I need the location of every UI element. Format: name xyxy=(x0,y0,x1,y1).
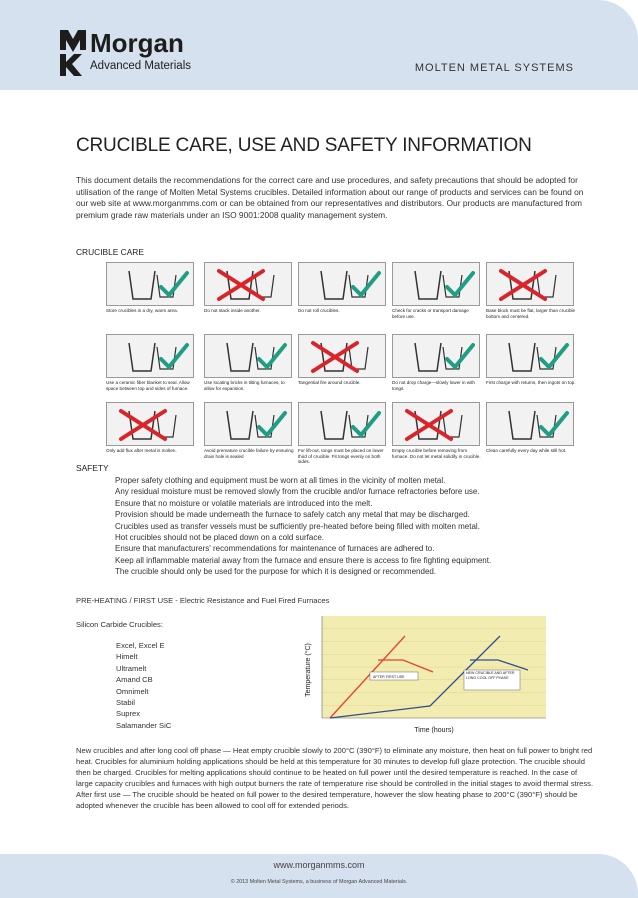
care-item xyxy=(298,262,388,314)
crucible-icon xyxy=(487,263,573,305)
care-illustration xyxy=(486,402,574,446)
care-illustration xyxy=(204,402,292,446)
care-item xyxy=(486,262,576,319)
crucible-icon xyxy=(205,263,291,305)
preheat-heading-line xyxy=(76,596,329,605)
care-caption: Avoid premature crucible failure by ensuring drain hole is sealed xyxy=(204,448,294,459)
care-illustration xyxy=(298,334,386,378)
care-illustration xyxy=(486,334,574,378)
care-illustration xyxy=(298,402,386,446)
care-item xyxy=(204,402,294,459)
copyright: © 2013 Molten Metal Systems, a business of Morgan Advanced Materials. xyxy=(230,879,408,885)
care-caption: Only add flux after metal is molten. xyxy=(106,448,177,453)
care-illustration xyxy=(106,262,194,306)
care-item xyxy=(486,334,576,386)
care-caption: Do not drop charge—slowly lower in with tongs. xyxy=(392,380,475,391)
care-item xyxy=(106,334,196,391)
crucible-icon xyxy=(487,335,573,377)
care-illustration xyxy=(204,262,292,306)
crucible-name: Stabil xyxy=(116,698,135,708)
crucible-name: Suprex xyxy=(116,709,141,719)
crucible-icon xyxy=(299,263,385,305)
care-item xyxy=(392,262,482,319)
care-item xyxy=(392,402,482,459)
care-caption: Store crucibles in a dry, warm area. xyxy=(106,308,178,313)
crucible-list xyxy=(116,640,171,731)
care-item xyxy=(204,262,294,314)
instruction-paragraph: After first use — The crucible should be heated on full power to the desired temperature, however the slow heating phase to 200°C (390°F) should be adopted whenever the crucible has been allowed to cool off for extended periods. xyxy=(76,790,578,810)
preheat-chart xyxy=(300,612,550,736)
care-item xyxy=(298,334,388,386)
y-axis-label: Temperature (°C) xyxy=(305,643,312,697)
care-caption: Empty crucible before removing from furnace. Do not let metal solidify in crucible. xyxy=(392,448,481,459)
division-name: MOLTEN METAL SYSTEMS xyxy=(414,62,574,74)
care-item xyxy=(106,262,196,314)
care-caption: Use locating bricks in tilting furnaces, to allow for expansion. xyxy=(204,380,285,391)
preheat-heading: PRE-HEATING / FIRST USE xyxy=(76,596,174,605)
care-illustration xyxy=(204,334,292,378)
morgan-logo xyxy=(60,30,191,76)
preheat-instructions xyxy=(76,745,596,811)
care-illustration xyxy=(298,262,386,306)
crucible-icon xyxy=(393,335,479,377)
care-caption: Tangential fire around crucible. xyxy=(298,380,361,385)
safety-item: Provision should be made underneath the furnace to safely catch any metal that may be discharged. xyxy=(115,510,470,520)
care-item xyxy=(298,402,388,465)
safety-item: Keep all inflammable material away from the furnace and ensure there is access to fire fighting equipment. xyxy=(115,555,492,565)
care-illustration xyxy=(486,262,574,306)
crucible-icon xyxy=(205,403,291,445)
intro-paragraph: This document details the recommendations for the correct care and use procedures, and safety precautions that should be adopted for utilisation of the range of Molten Metal Systems crucibles. Detailed information about our range of products and services can be found on our web site at www.morganmms.com or can be obtained from our representatives and distributors. Our products are manufactured from premium grade raw materials under an ISO 9001:2008 quality management system. xyxy=(76,175,584,220)
care-caption: Do not stack inside another. xyxy=(204,308,261,313)
safety-item: Ensure that no moisture or volatile materials are introduced into the melt. xyxy=(115,498,373,508)
care-caption: Check for cracks or transport damage before use. xyxy=(392,308,469,319)
page-title: CRUCIBLE CARE, USE AND SAFETY INFORMATION xyxy=(76,135,532,156)
care-caption: For lift-out, tongs must be placed on lower third of crucible. Fit tongs evenly on both sides. xyxy=(298,448,384,465)
crucible-icon xyxy=(299,335,385,377)
safety-item: Crucibles used as transfer vessels must be sufficiently pre-heated before being filled with molten metal. xyxy=(115,521,480,531)
care-caption: Clean carefully every day while still hot. xyxy=(486,448,567,453)
crucible-name: Himelt xyxy=(116,652,138,662)
care-item xyxy=(392,334,482,391)
website-link[interactable]: www.morganmms.com xyxy=(273,860,365,870)
annotation-after-first-use: AFTER FIRST USE xyxy=(373,675,405,679)
crucible-care-heading: CRUCIBLE CARE xyxy=(76,247,144,257)
care-item xyxy=(204,334,294,391)
safety-item: Any residual moisture must be removed slowly from the crucible and/or furnace refractories before use. xyxy=(115,487,480,497)
crucible-name: Ultramelt xyxy=(116,663,147,673)
crucible-icon xyxy=(107,403,193,445)
crucible-name: Omnimelt xyxy=(116,686,149,696)
sic-label: Silicon Carbide Crucibles: xyxy=(76,620,163,629)
safety-list xyxy=(115,475,595,578)
crucible-icon xyxy=(393,403,479,445)
care-illustration xyxy=(392,334,480,378)
crucible-icon xyxy=(487,403,573,445)
care-item xyxy=(106,402,196,454)
care-illustration xyxy=(392,262,480,306)
crucible-icon xyxy=(107,335,193,377)
safety-item: Proper safety clothing and equipment must be worn at all times in the vicinity of molten metal. xyxy=(115,476,446,485)
brand-subtitle: Advanced Materials xyxy=(90,60,191,72)
care-caption: Do not roll crucibles. xyxy=(298,308,340,313)
crucible-icon xyxy=(107,263,193,305)
safety-item: The crucible should only be used for the purpose for which it is designed or recommended. xyxy=(115,567,437,577)
care-illustration xyxy=(392,402,480,446)
care-illustration xyxy=(106,334,194,378)
crucible-name: Amand CB xyxy=(116,675,153,685)
care-illustration xyxy=(106,402,194,446)
new-crucible-fo xyxy=(466,671,518,689)
crucible-icon xyxy=(205,335,291,377)
crucible-name: Excel, Excel E xyxy=(116,641,165,650)
x-axis-label: Time (hours) xyxy=(414,727,454,734)
care-caption: Use a ceramic fiber blanket to seal. Allow space between top and sides of furnace. xyxy=(106,380,190,391)
morgan-logo-mark-icon xyxy=(60,30,86,76)
care-item xyxy=(486,402,576,454)
brand-name: Morgan xyxy=(90,28,184,58)
crucible-name: Salamander SiC xyxy=(116,720,172,730)
annotation-new-crucible: NEW CRUCIBLE AND AFTER LONG COOL OFF PHASE xyxy=(466,671,515,680)
care-caption: First charge with returns, then ingots on top. xyxy=(486,380,576,385)
safety-heading: SAFETY xyxy=(76,463,109,473)
care-caption: Base block must be flat, larger than crucible bottom and centered. xyxy=(486,308,576,319)
preheat-subheading: - Electric Resistance and Fuel Fired Furnaces xyxy=(173,596,330,605)
safety-item: Hot crucibles should not be placed down on a cold surface. xyxy=(115,533,325,543)
safety-item: Ensure that manufacturers' recommendations for maintenance of furnaces are adhered to. xyxy=(115,544,435,554)
crucible-icon xyxy=(299,403,385,445)
crucible-icon xyxy=(393,263,479,305)
instruction-paragraph: New crucibles and after long cool off phase — Heat empty crucible slowly to 200°C (390°F) to eliminate any moisture, then heat on full power to bright red heat. Crucibles for aluminium holding applications should be held at this temperature for 30 minutes to develop full glaze protection. The crucible should then be charged. Crucibles for melting applications should continue to be heated on full power until the desired temperature is reached. In the case of large capacity crucibles and furnaces with high output burners the rate of temperature rise should be controlled in the initial stages to avoid thermal stress. xyxy=(76,746,594,788)
